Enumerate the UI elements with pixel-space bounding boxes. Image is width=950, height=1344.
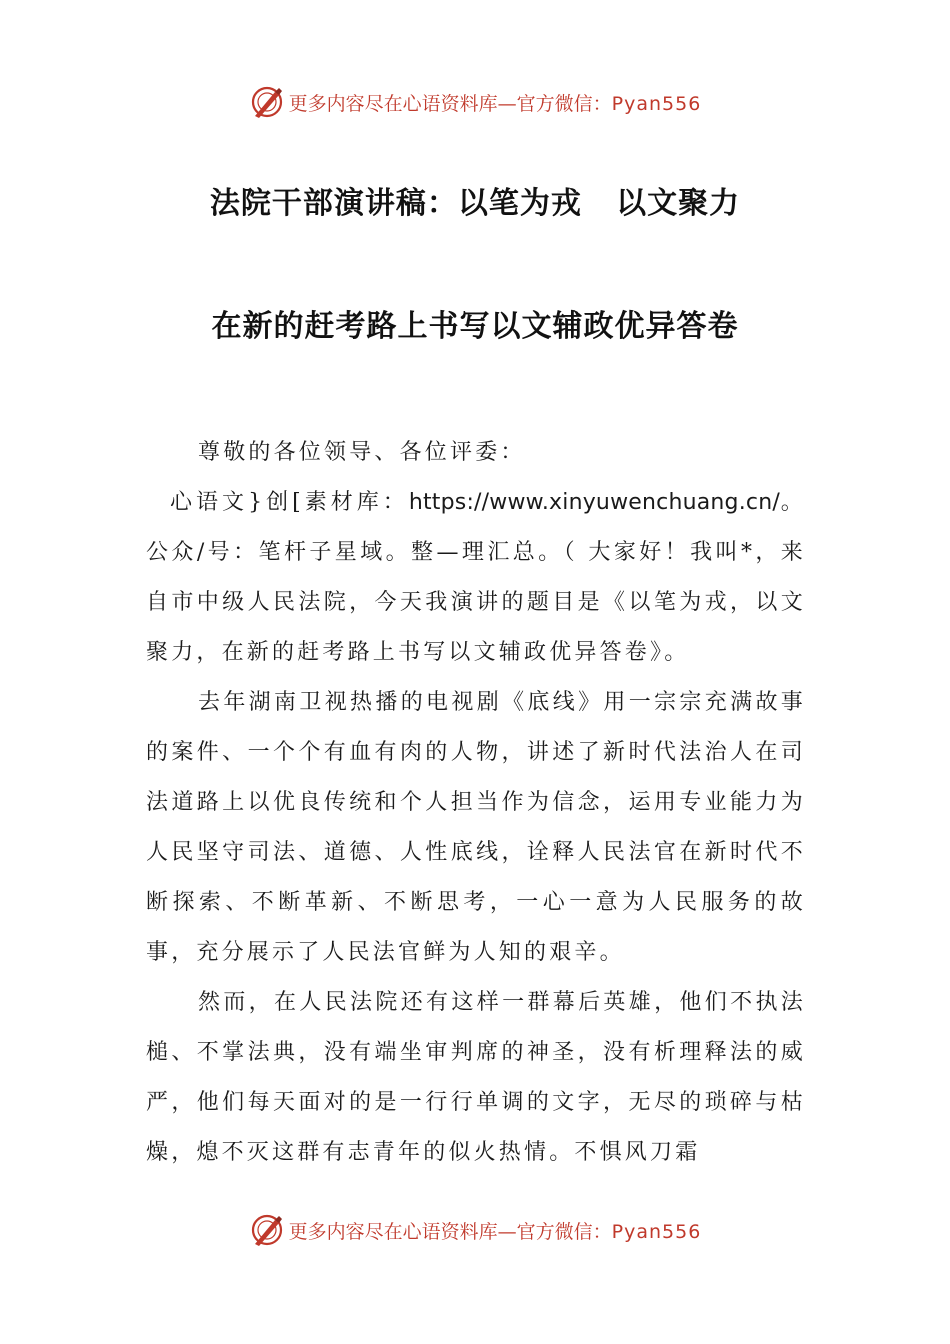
paragraph-3: 然而，在人民法院还有这样一群幕后英雄，他们不执法槌、不掌法典，没有端坐审判席的神圣，没有析理释法的威严，他们每天面对的是一行行单调的文字，无尽的琐碎与枯燥，熄不灭这群有志青年的似火热情。不惧风刀霜	[146, 990, 806, 1165]
intro-prefix: 心语文}创[素材库：	[170, 490, 409, 515]
paragraph-2: 去年湖南卫视热播的电视剧《底线》用一宗宗充满故事的案件、一个个有血有肉的人物，讲述了新时代法治人在司法道路上以优良传统和个人担当作为信念，运用专业能力为人民坚守司法、道德、人性底线，诠释人民法官在新时代不断探索、不断革新、不断思考，一心一意为人民服务的故事，充分展示了人民法官鲜为人知的艰辛。	[146, 690, 806, 965]
salutation: 尊敬的各位领导、各位评委：	[198, 440, 526, 465]
header-banner	[0, 82, 950, 122]
source-url: https://www.xinyuwenchuang.cn/	[408, 490, 780, 515]
footer-banner-text: 更多内容尽在心语资料库—官方微信：Pyan556	[288, 1220, 702, 1243]
pen-logo-icon	[249, 1212, 285, 1248]
footer-banner	[0, 1210, 950, 1250]
footer-wechat-id: Pyan556	[611, 1220, 702, 1243]
header-wechat-id: Pyan556	[611, 92, 702, 115]
intro-suffix: 。公众/号：笔杆子星域。整—理汇总。（ 大家好！我叫*，来自市中级人民法院，今天我演讲的题目是《以笔为戎，以文聚力，在新的赶考路上书写以文辅政优异答卷》。	[146, 490, 806, 665]
title-line-1: 法院干部演讲稿：以笔为戎 以文聚力	[209, 186, 741, 221]
intro-paragraph	[146, 478, 806, 678]
header-banner-text: 更多内容尽在心语资料库—官方微信：Pyan556	[288, 92, 702, 115]
pen-logo-icon	[249, 84, 285, 120]
title-line-2: 在新的赶考路上书写以文辅政优异答卷	[211, 309, 739, 344]
speech-body	[146, 428, 806, 1178]
